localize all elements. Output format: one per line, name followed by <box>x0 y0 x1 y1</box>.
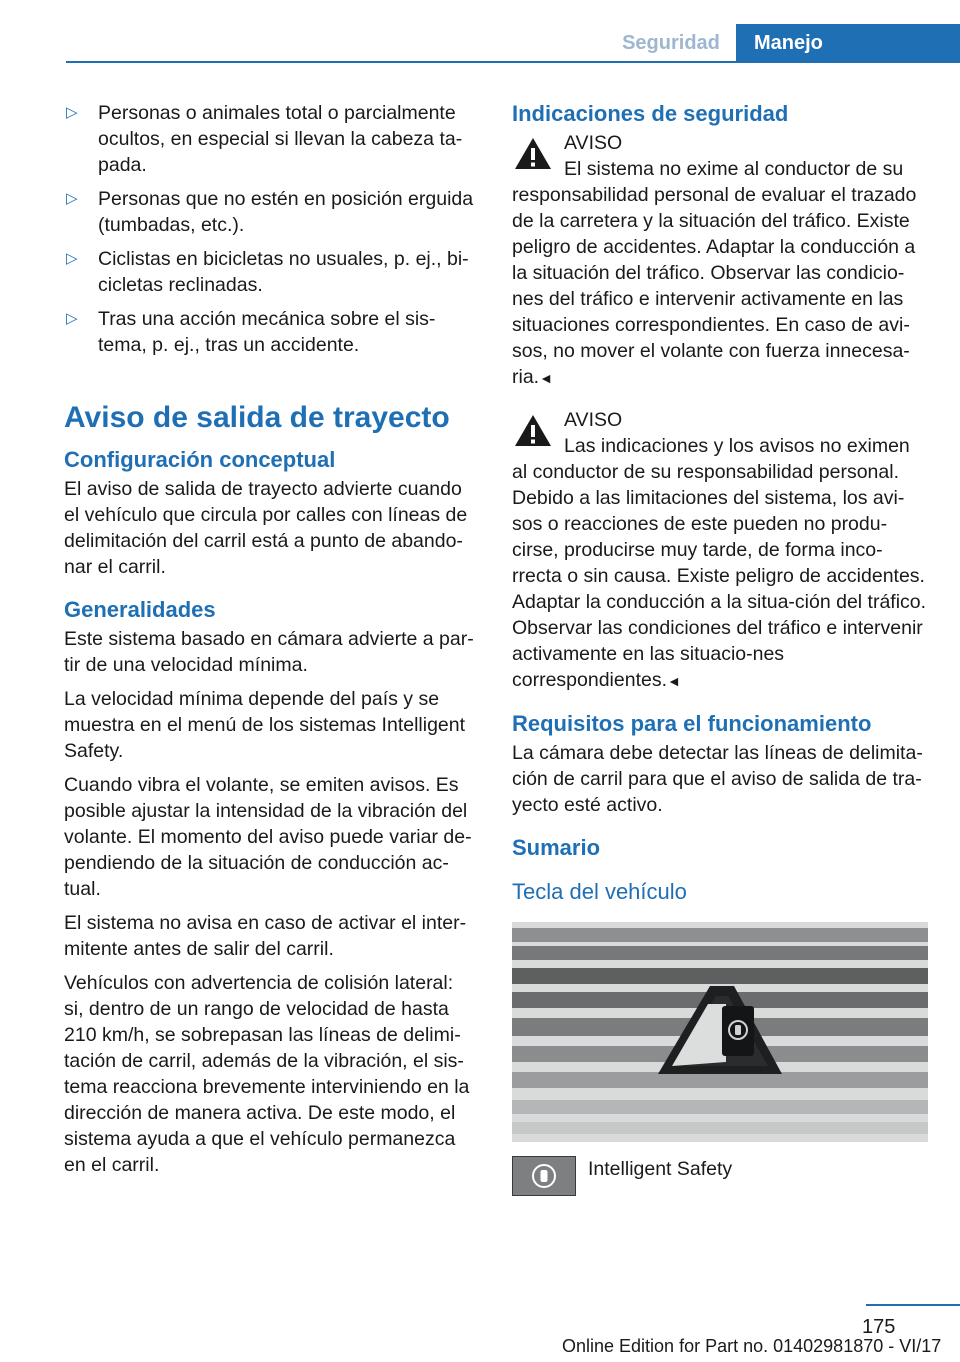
requirements-heading: Requisitos para el funcionamiento <box>512 711 872 736</box>
general-paragraph: La velocidad mínima depende del país y se muestra en el menú de los sistemas Intelligent Safety. <box>64 688 466 762</box>
key-legend <box>512 1156 928 1196</box>
bullet-list <box>64 100 478 358</box>
edition-text: Online Edition for Part no. 01402981870 - VI/17 <box>562 1336 942 1356</box>
general-paragraph: El sistema no avisa en caso de activar el inter-mitente antes de salir del carril. <box>64 912 467 960</box>
left-column <box>64 100 478 1186</box>
warning-block <box>512 130 928 391</box>
triangle-bullet-icon: ▷ <box>66 190 78 207</box>
requirements-text: La cámara debe detectar las líneas de delimita-ción de carril para que el aviso de salida de tra-yecto esté activo. <box>512 742 923 816</box>
tab-manejo[interactable]: Manejo <box>736 24 960 62</box>
triangle-bullet-icon: ▷ <box>66 250 78 267</box>
warning-icon <box>512 410 554 450</box>
list-item: ▷ Personas que no estén en posición erguida (tumbadas, etc.). <box>66 188 474 236</box>
tab-seguridad[interactable]: Seguridad <box>622 31 720 54</box>
warning-text: Las indicaciones y los avisos no eximen al conductor de su responsabilidad personal. Debido a las limitaciones del sistema, los avi-sos o reacciones de este pueden no produ-cirse, producirse muy tarde, de forma inco-rrecta o sin causa. Existe peligro de accidentes. Adaptar la conducción a la situa-ción del tráfico. Observar las condiciones del tráfico e intervenir activamente en las situacio-nes correspondientes. <box>512 435 927 691</box>
triangle-bullet-icon: ▷ <box>66 104 78 121</box>
vehicle-key-heading: Tecla del vehículo <box>512 879 687 904</box>
header-divider <box>66 61 960 63</box>
warning-text: El sistema no exime al conductor de su responsabilidad personal de evaluar el trazado de la carretera y la situación del tráfico. Existe peligro de accidentes. Adaptar la conducción a la situación del tráfico. Observar las condicio-nes del tráfico e intervenir activamente en las situaciones correspondientes. En caso de avi-sos, no mover el volante con fuerza innecesa-ria. <box>512 158 917 388</box>
section-title: Aviso de salida de trayecto <box>64 401 450 434</box>
page-number: 175 <box>862 1316 896 1338</box>
triangle-bullet-icon: ▷ <box>66 310 78 327</box>
list-item: ▷ Personas o animales total o parcialmente ocultos, en especial si llevan la cabeza ta-pada. <box>66 102 463 176</box>
footer-divider <box>866 1304 960 1306</box>
intelligent-safety-button-icon <box>512 1156 576 1196</box>
vehicle-button-photo <box>512 922 928 1142</box>
warning-label: AVISO <box>564 132 623 154</box>
right-column <box>512 100 928 1196</box>
list-item: ▷ Ciclistas en bicicletas no usuales, p. ej., bi-cicletas reclinadas. <box>66 248 469 296</box>
key-label: Intelligent Safety <box>588 1158 733 1180</box>
general-heading: Generalidades <box>64 597 216 622</box>
safety-heading: Indicaciones de seguridad <box>512 101 789 126</box>
summary-heading: Sumario <box>512 835 601 860</box>
list-item: ▷ Tras una acción mecánica sobre el sis-tema, p. ej., tras un accidente. <box>66 308 436 356</box>
concept-heading: Configuración conceptual <box>64 447 336 472</box>
end-mark: ◄ <box>539 370 553 386</box>
concept-text: El aviso de salida de trayecto advierte cuando el vehículo que circula por calles con líneas de delimitación del carril está a punto de abando-nar el carril. <box>64 478 468 578</box>
general-paragraph: Este sistema basado en cámara advierte a par-tir de una velocidad mínima. <box>64 628 474 676</box>
warning-label: AVISO <box>564 409 623 431</box>
general-paragraph: Cuando vibra el volante, se emiten avisos. Es posible ajustar la intensidad de la vibración del volante. El momento del aviso puede variar de-pendiendo de la situación de conducción ac-tual. <box>64 774 472 900</box>
warning-block <box>512 407 928 694</box>
warning-icon <box>512 133 554 173</box>
general-paragraph: Vehículos con advertencia de colisión lateral: si, dentro de un rango de velocidad de hasta 210 km/h, se sobrepasan las líneas de delimi-tación de carril, además de la vibración, el sis-tema reacciona brevemente interviniendo en la dirección de manera activa. De este modo, el sistema ayuda a que el vehículo permanezca en el carril. <box>64 972 470 1176</box>
end-mark: ◄ <box>667 673 681 689</box>
